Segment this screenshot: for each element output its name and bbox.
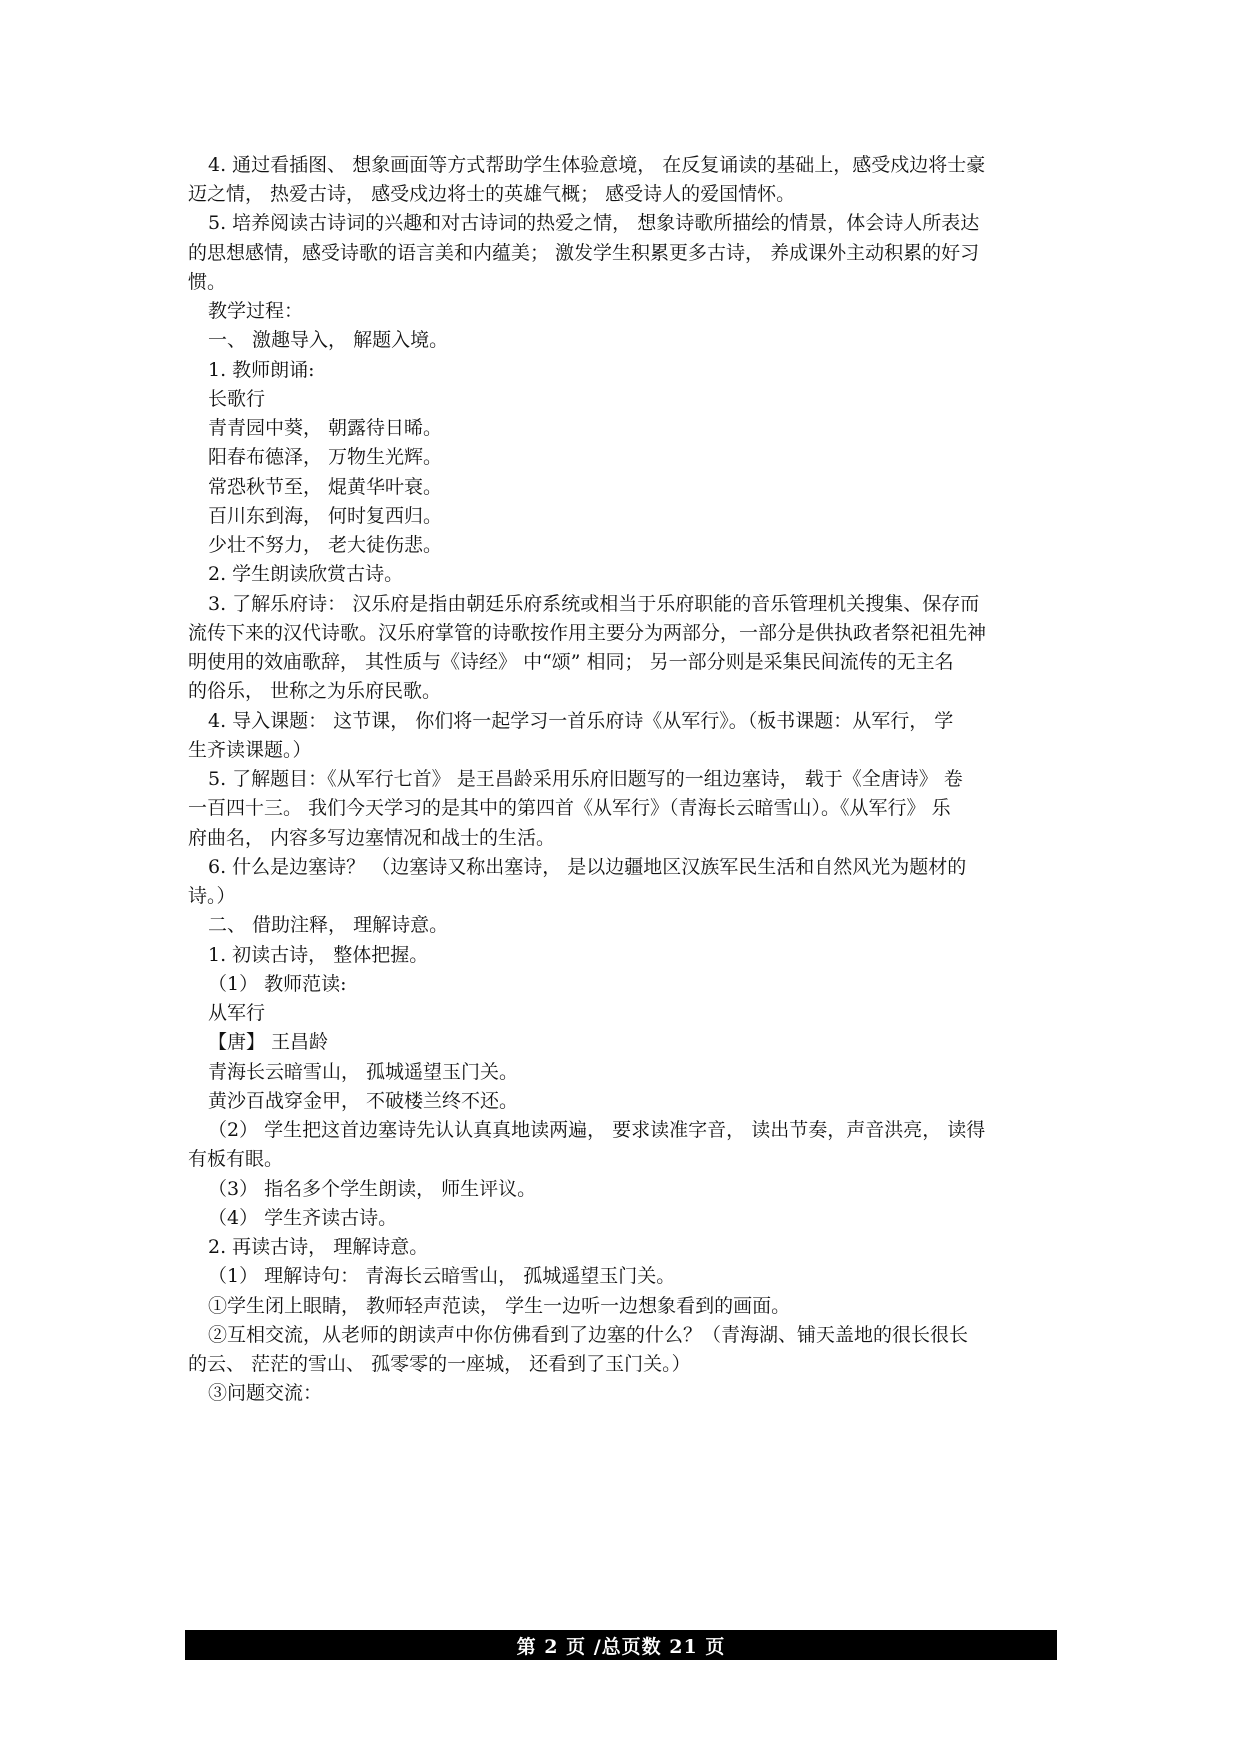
- text-line: 长歌行: [208, 388, 266, 410]
- text-line: 青青园中葵， 朝露待日晞。: [208, 417, 443, 439]
- text-line: 1. 教师朗诵:: [208, 359, 315, 381]
- text-line: 阳春布德泽， 万物生光辉。: [208, 446, 443, 468]
- text-line: （2） 学生把这首边塞诗先认认真真地读两遍， 要求读准字音， 读出节奏，声音洪亮， 读得: [208, 1119, 986, 1141]
- text-line: 2. 再读古诗， 理解诗意。: [208, 1236, 429, 1258]
- text-line: 百川东到海， 何时复西归。: [208, 505, 443, 527]
- text-line: 4. 导入课题： 这节课， 你们将一起学习一首乐府诗《从军行》。（板书课题：从军行， 学: [208, 710, 954, 732]
- text-line: 3. 了解乐府诗： 汉乐府是指由朝廷乐府系统或相当于乐府职能的音乐管理机关搜集、保存而: [208, 593, 980, 615]
- text-line: （4） 学生齐读古诗。: [208, 1207, 398, 1229]
- text-line: 二、 借助注释， 理解诗意。: [208, 914, 449, 936]
- text-line: 6. 什么是边塞诗？ （边塞诗又称出塞诗， 是以边疆地区汉族军民生活和自然风光为题材的: [208, 856, 967, 878]
- text-line: 2. 学生朗读欣赏古诗。: [208, 563, 404, 585]
- text-line: 的思想感情，感受诗歌的语言美和内蕴美； 激发学生积累更多古诗， 养成课外主动积累的好习: [188, 242, 980, 264]
- text-line: 的俗乐， 世称之为乐府民歌。: [188, 680, 442, 702]
- text-line: （1） 理解诗句： 青海长云暗雪山， 孤城遥望玉门关。: [208, 1265, 676, 1287]
- text-line: （3） 指名多个学生朗读， 师生评议。: [208, 1178, 537, 1200]
- text-line: ②互相交流，从老师的朗读声中你仿佛看到了边塞的什么？（青海湖、铺天盖地的很长很长: [208, 1324, 969, 1346]
- text-line: 黄沙百战穿金甲， 不破楼兰终不还。: [208, 1090, 519, 1112]
- page-number-label: 第 2 页 /总页数 21 页: [516, 1635, 726, 1658]
- text-line: 少壮不努力， 老大徒伤悲。: [208, 534, 443, 556]
- text-line: 迈之情， 热爱古诗， 感受戍边将士的英雄气概； 感受诗人的爱国情怀。: [188, 183, 796, 205]
- text-line: 一百四十三。 我们今天学习的是其中的第四首《从军行》（青海长云暗雪山）。《从军行》 乐: [188, 797, 951, 819]
- text-line: 流传下来的汉代诗歌。汉乐府掌管的诗歌按作用主要分为两部分，一部分是供执政者祭祀祖先神: [188, 622, 987, 644]
- text-line: 惯。: [188, 271, 227, 293]
- text-line: 青海长云暗雪山， 孤城遥望玉门关。: [208, 1061, 519, 1083]
- page-footer: [185, 1630, 1057, 1660]
- text-line: 5. 培养阅读古诗词的兴趣和对古诗词的热爱之情， 想象诗歌所描绘的情景，体会诗人所表达: [208, 212, 980, 234]
- text-line: 常恐秋节至， 焜黄华叶衰。: [208, 476, 443, 498]
- text-line: 府曲名， 内容多写边塞情况和战士的生活。: [188, 827, 556, 849]
- text-line: 教学过程：: [208, 300, 304, 322]
- text-line: ③问题交流：: [208, 1382, 323, 1404]
- text-line: 5. 了解题目：《从军行七首》 是王昌龄采用乐府旧题写的一组边塞诗， 载于《全唐诗》 卷: [208, 768, 963, 790]
- text-line: （1） 教师范读:: [208, 973, 347, 995]
- text-line: ①学生闭上眼睛， 教师轻声范读， 学生一边听一边想象看到的画面。: [208, 1295, 791, 1317]
- text-line: 【唐】 王昌龄: [208, 1031, 329, 1053]
- text-line: 生齐读课题。）: [188, 739, 312, 761]
- text-line: 4. 通过看插图、 想象画面等方式帮助学生体验意境， 在反复诵读的基础上，感受戍边将士豪: [208, 154, 986, 176]
- text-line: 的云、 茫茫的雪山、 孤零零的一座城， 还看到了玉门关。）: [188, 1353, 691, 1375]
- text-line: 一、 激趣导入， 解题入境。: [208, 329, 449, 351]
- text-line: 1. 初读古诗， 整体把握。: [208, 944, 429, 966]
- text-line: 明使用的效庙歌辞， 其性质与《诗经》 中“颂” 相同； 另一部分则是采集民间流传的无主名: [188, 651, 954, 673]
- text-line: 诗。）: [188, 885, 236, 907]
- text-line: 有板有眼。: [188, 1148, 284, 1170]
- text-line: 从军行: [208, 1002, 266, 1024]
